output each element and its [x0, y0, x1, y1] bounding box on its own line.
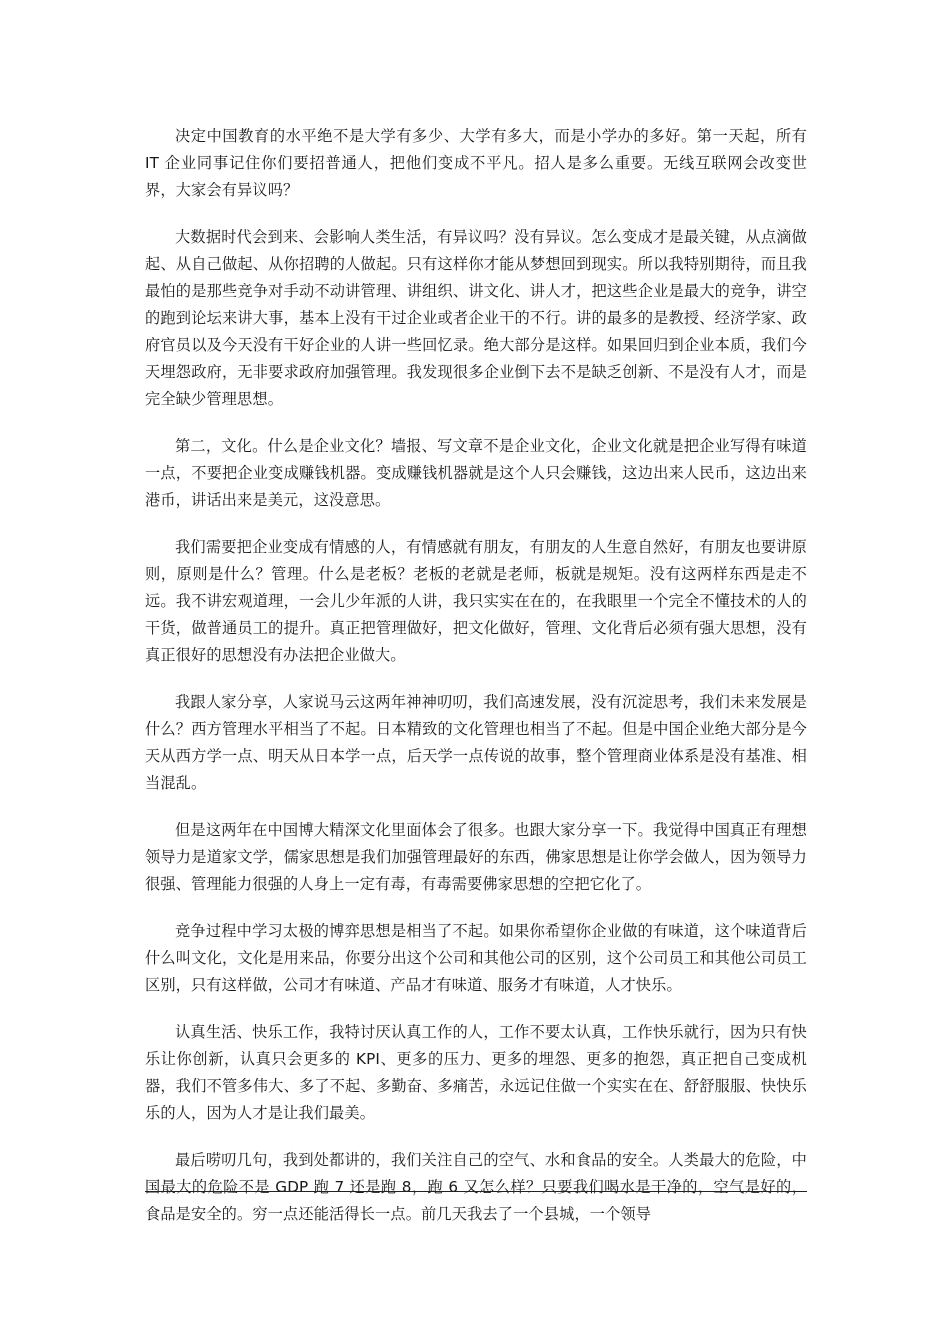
- paragraph-big-data: 大数据时代会到来、会影响人类生活，有异议吗？没有异议。怎么变成才是最关键，从点滴做起、从自己做起、从你招聘的人做起。只有这样你才能从梦想回到现实。所以我特别期待，而且我最怕的是那些竞争对手动不动讲管理、讲组织、讲文化、讲人才，把这些企业是最大的竞争，讲空的跑到论坛来讲大事，基本上没有干过企业或者企业干的不行。讲的最多的是教授、经济学家、政府官员以及今天没有干好企业的人讲一些回忆录。绝大部分是这样。如果回归到企业本质，我们今天埋怨政府，无非要求政府加强管理。我发现很多企业倒下去不是缺乏创新、不是没有人才，而是完全缺少管理思想。: [145, 228, 807, 408]
- paragraph-happy-work: 认真生活、快乐工作，我特讨厌认真工作的人，工作不要太认真，工作快乐就行，因为只有快乐让你创新，认真只会更多的 KPI、更多的压力、更多的埋怨、更多的抱怨，真正把自己变成机器，我们不管多伟大、多了不起、多勤奋、多痛苦，永远记住做一个实实在在、舒舒服服、快快乐乐的人，因为人才是让我们最美。: [145, 1023, 807, 1122]
- paragraph-education: 决定中国教育的水平绝不是大学有多少、大学有多大，而是小学办的多好。第一天起，所有 IT 企业同事记住你们要招普通人，把他们变成不平凡。招人是多么重要。无线互联网会改变世界，大家会有异议吗？: [145, 127, 807, 199]
- paragraph-sharing: 我跟人家分享，人家说马云这两年神神叨叨，我们高速发展，没有沉淀思考，我们未来发展是什么？西方管理水平相当了不起。日本精致的文化管理也相当了不起。但是中国企业绝大部分是今天从西方学一点、明天从日本学一点，后天学一点传说的故事，整个管理商业体系是没有基准、相当混乱。: [145, 693, 807, 792]
- paragraph-safety: 最后唠叨几句，我到处都讲的，我们关注自己的空气、水和食品的安全。人类最大的危险，中国最大的危险不是 GDP 跑 7 还是跑 8，跑 6 又怎么样？只要我们喝水是干净的，空气是好的，食品是安全的。穷一点还能活得长一点。前几天我去了一个县城，一个领导: [145, 1151, 807, 1223]
- paragraph-emotional-enterprise: 我们需要把企业变成有情感的人，有情感就有朋友，有朋友的人生意自然好，有朋友也要讲原则，原则是什么？管理。什么是老板？老板的老就是老师，板就是规矩。没有这两样东西是走不远。我不讲宏观道理，一会儿少年派的人讲，我只实实在在的，在我眼里一个完全不懂技术的人的干货，做普通员工的提升。真正把管理做好，把文化做好，管理、文化背后必须有强大思想，没有真正很好的思想没有办法把企业做大。: [145, 538, 807, 664]
- footer-rule: [145, 1191, 807, 1192]
- document-page: [145, 123, 807, 1228]
- paragraph-taichi: 竞争过程中学习太极的博弈思想是相当了不起。如果你希望你企业做的有味道，这个味道背后什么叫文化，文化是用来品，你要分出这个公司和其他公司的区别，这个公司员工和其他公司员工区别，只有这样做，公司才有味道、产品才有味道、服务才有味道，人才快乐。: [145, 922, 807, 994]
- paragraph-culture: 第二，文化。什么是企业文化？墙报、写文章不是企业文化，企业文化就是把企业写得有味道一点，不要把企业变成赚钱机器。变成赚钱机器就是这个人只会赚钱，这边出来人民币，这边出来港币，讲话出来是美元，这没意思。: [145, 437, 807, 509]
- paragraph-chinese-culture: 但是这两年在中国博大精深文化里面体会了很多。也跟大家分享一下。我觉得中国真正有理想领导力是道家文学，儒家思想是我们加强管理最好的东西，佛家思想是让你学会做人，因为领导力很强、管理能力很强的人身上一定有毒，有毒需要佛家思想的空把它化了。: [145, 821, 807, 893]
